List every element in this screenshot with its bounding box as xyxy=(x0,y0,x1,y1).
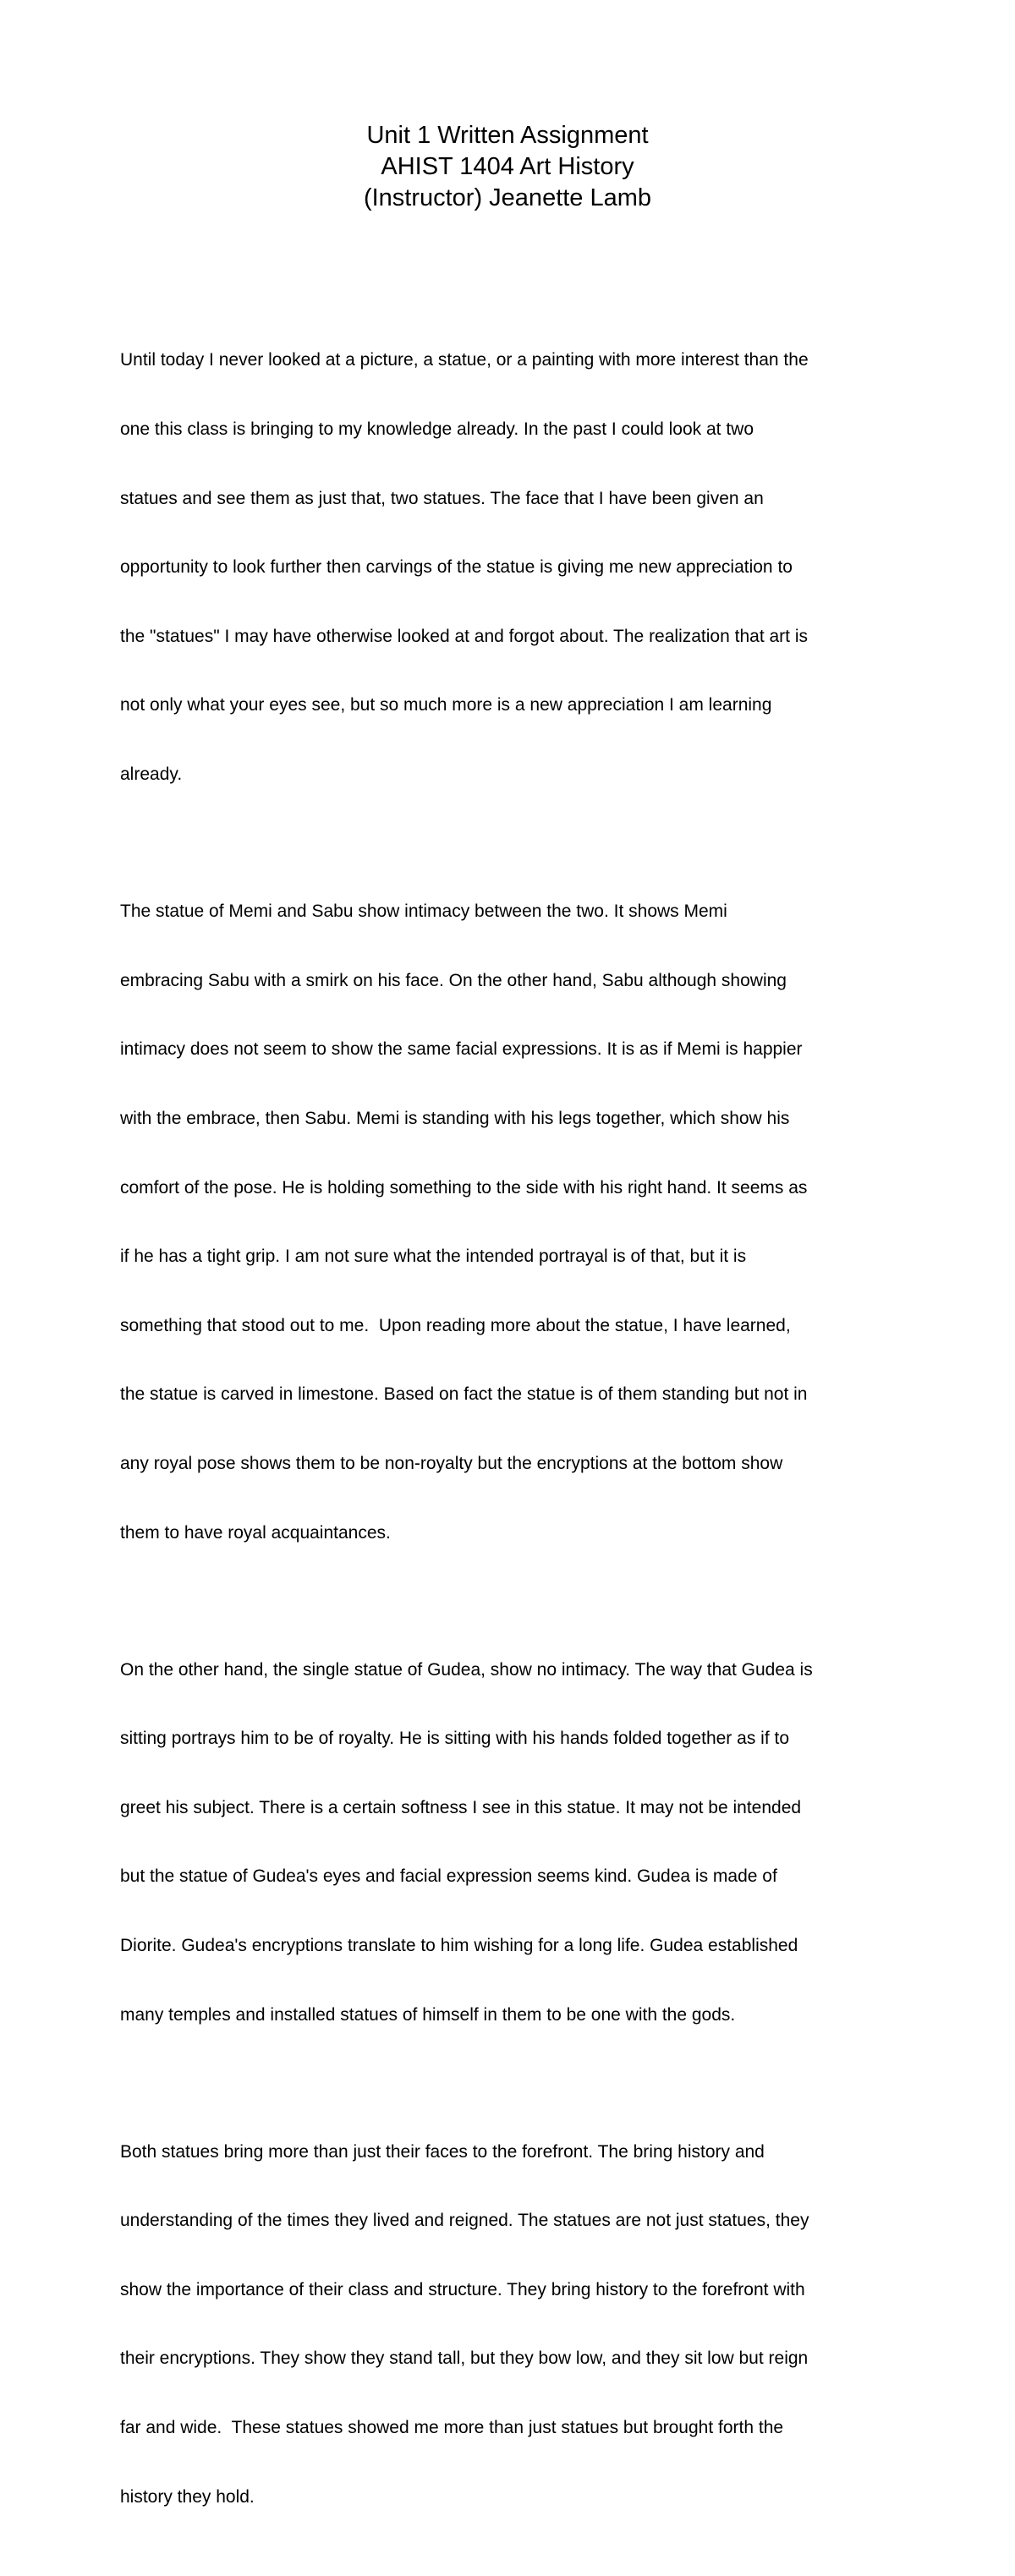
text-line: show the importance of their class and structure. They bring history to the forefront with xyxy=(120,2279,805,2299)
text-line: something that stood out to me. Upon reading more about the statue, I have learned, xyxy=(120,1315,791,1335)
text-line: Until today I never looked at a picture, a statue, or a painting with more interest than the xyxy=(120,350,809,370)
text-line: the statue is carved in limestone. Based on fact the statue is of them standing but not in xyxy=(120,1384,808,1405)
paragraph-3 xyxy=(120,1612,898,2072)
paragraph-4 xyxy=(120,2094,898,2554)
essay-body xyxy=(120,303,898,2576)
document-title: Unit 1 Written Assignment xyxy=(366,122,649,149)
text-line: their encryptions. They show they stand tall, but they bow low, and they sit low but reign xyxy=(120,2349,809,2369)
instructor-name: (Instructor) Jeanette Lamb xyxy=(363,184,652,211)
paragraph-2 xyxy=(120,854,898,1591)
text-line: statues and see them as just that, two statues. The face that I have been given an xyxy=(120,488,764,508)
text-line: far and wide. These statues showed me more than just statues but brought forth the xyxy=(120,2418,784,2438)
text-line: Both statues bring more than just their faces to the forefront. The bring history and xyxy=(120,2141,765,2162)
text-line: On the other hand, the single statue of Gudea, show no intimacy. The way that Gudea is xyxy=(120,1659,813,1680)
text-line: them to have royal acquaintances. xyxy=(120,1522,391,1543)
text-line: Diorite. Gudea's encryptions translate to him wishing for a long life. Gudea established xyxy=(120,1936,798,1956)
text-line: but the statue of Gudea's eyes and facial expression seems kind. Gudea is made of xyxy=(120,1866,777,1887)
text-line: with the embrace, then Sabu. Memi is standing with his legs together, which show his xyxy=(120,1108,790,1128)
text-line: sitting portrays him to be of royalty. He is sitting with his hands folded together as if to xyxy=(120,1729,789,1749)
text-line: many temples and installed statues of himself in them to be one with the gods. xyxy=(120,2004,736,2025)
text-line: opportunity to look further then carvings of the statue is giving me new appreciation to xyxy=(120,557,793,578)
text-line: history they hold. xyxy=(120,2486,255,2507)
text-line: already. xyxy=(120,765,183,785)
paragraph-1 xyxy=(120,303,898,832)
text-line: any royal pose shows them to be non-royalty but the encryptions at the bottom show xyxy=(120,1453,783,1473)
text-line: if he has a tight grip. I am not sure what the intended portrayal is of that, but it is xyxy=(120,1247,747,1267)
title-block xyxy=(0,120,1015,214)
text-line: embracing Sabu with a smirk on his face. On the other hand, Sabu although showing xyxy=(120,970,787,990)
text-line: understanding of the times they lived and reigned. The statues are not just statues, they xyxy=(120,2211,809,2231)
text-line: the "statues" I may have otherwise looked at and forgot about. The realization that art is xyxy=(120,626,808,646)
text-line: intimacy does not seem to show the same facial expressions. It is as if Memi is happier xyxy=(120,1039,803,1060)
text-line: The statue of Memi and Sabu show intimacy between the two. It shows Memi xyxy=(120,902,727,922)
text-line: comfort of the pose. He is holding something to the side with his right hand. It seems as xyxy=(120,1177,808,1198)
text-line: greet his subject. There is a certain softness I see in this statue. It may not be intended xyxy=(120,1797,802,1817)
text-line: not only what your eyes see, but so much more is a new appreciation I am learning xyxy=(120,695,772,715)
text-line: one this class is bringing to my knowledge already. In the past I could look at two xyxy=(120,419,754,440)
course-name: AHIST 1404 Art History xyxy=(381,153,634,180)
